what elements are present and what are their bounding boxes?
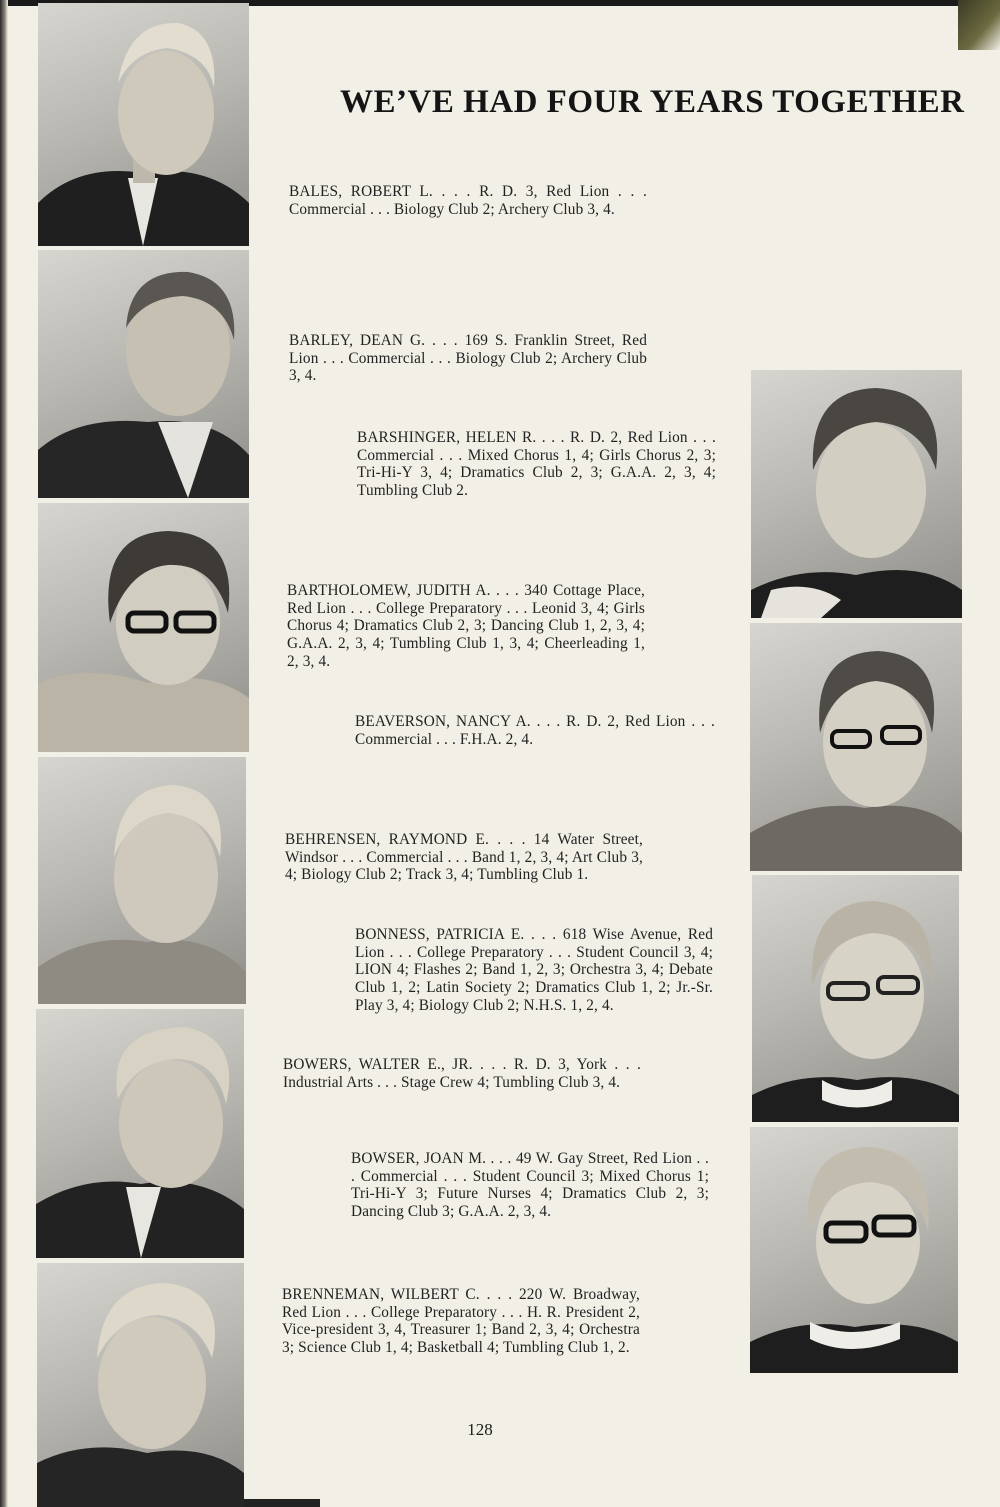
portrait-brenneman bbox=[37, 1263, 244, 1507]
page-number: 128 bbox=[467, 1420, 493, 1439]
student-entry-barley: BARLEY, DEAN G. . . . 169 S. Franklin Street, Red Lion . . . Commercial . . . Biology Club 2; Archery Club 3, 4. bbox=[289, 332, 647, 385]
student-entry-behrensen: BEHRENSEN, RAYMOND E. . . . 14 Water Street, Windsor . . . Commercial . . . Band 1, 2, 3, 4; Art Club 3, 4; Biology Club 2; Track 3, 4; Tumbling Club 1. bbox=[285, 831, 643, 884]
student-entry-bartholomew: BARTHOLOMEW, JUDITH A. . . . 340 Cottage Place, Red Lion . . . College Preparatory . . . Leonid 3, 4; Girls Chorus 4; Dramatics Club 2, 3; Dancing Club 1, 2, 3, 4; G.A.A. 2, 3, 4; Tumbling Club 1, 3, 4; Cheerleading 1, 2, 3, 4. bbox=[287, 582, 645, 670]
student-entry-bowser: BOWSER, JOAN M. . . . 49 W. Gay Street, Red Lion . . . Commercial . . . Student Council 3; Mixed Chorus 1; Tri-Hi-Y 3; Future Nurses 4; Dramatics Club 2, 3; Dancing Club 3; G.A.A. 2, 3, 4. bbox=[351, 1150, 709, 1221]
portrait-bowser bbox=[750, 1127, 958, 1373]
student-entry-bowers: BOWERS, WALTER E., JR. . . . R. D. 3, York . . . Industrial Arts . . . Stage Crew 4; Tumbling Club 3, 4. bbox=[283, 1056, 641, 1091]
portrait-barley bbox=[38, 250, 249, 498]
portrait-beaverson bbox=[750, 623, 962, 871]
portrait-barshinger bbox=[751, 370, 962, 618]
portrait-bartholomew bbox=[38, 503, 249, 752]
portrait-behrensen bbox=[38, 757, 246, 1004]
student-entry-bonness: BONNESS, PATRICIA E. . . . 618 Wise Avenue, Red Lion . . . College Preparatory . . . Student Council 3, 4; LION 4; Flashes 2; Band 1, 2, 3; Orchestra 3, 4; Debate Club 1, 2; Latin Society 2; Dramatics Club 1, 2; Jr.-Sr. Play 3, 4; Biology Club 2; N.H.S. 1, 2, 4. bbox=[355, 926, 713, 1014]
portrait-bowers bbox=[36, 1009, 244, 1258]
page-title: WE’VE HAD FOUR YEARS TOGETHER bbox=[340, 84, 965, 120]
portrait-bonness bbox=[752, 875, 959, 1122]
student-entry-barshinger: BARSHINGER, HELEN R. . . . R. D. 2, Red Lion . . . Commercial . . . Mixed Chorus 1, 4; Girls Chorus 2, 3; Tri-Hi-Y 3, 4; Dramatics Club 2, 3; G.A.A. 2, 3, 4; Tumbling Club 2. bbox=[357, 429, 716, 500]
portrait-bales bbox=[38, 3, 249, 246]
scan-corner-shadow bbox=[958, 0, 1000, 50]
scan-binding-edge bbox=[0, 0, 8, 1507]
student-entry-bales: BALES, ROBERT L. . . . R. D. 3, Red Lion . . . Commercial . . . Biology Club 2; Archery Club 3, 4. bbox=[289, 183, 647, 218]
student-entry-beaverson: BEAVERSON, NANCY A. . . . R. D. 2, Red Lion . . . Commercial . . . F.H.A. 2, 4. bbox=[355, 713, 715, 748]
student-entry-brenneman: BRENNEMAN, WILBERT C. . . . 220 W. Broadway, Red Lion . . . College Preparatory . . . H. R. President 2, Vice-president 3, 4, Treasurer 1; Band 2, 3, 4; Orchestra 3; Science Club 1, 4; Basketball 4; Tumbling Club 1, 2. bbox=[282, 1286, 640, 1357]
